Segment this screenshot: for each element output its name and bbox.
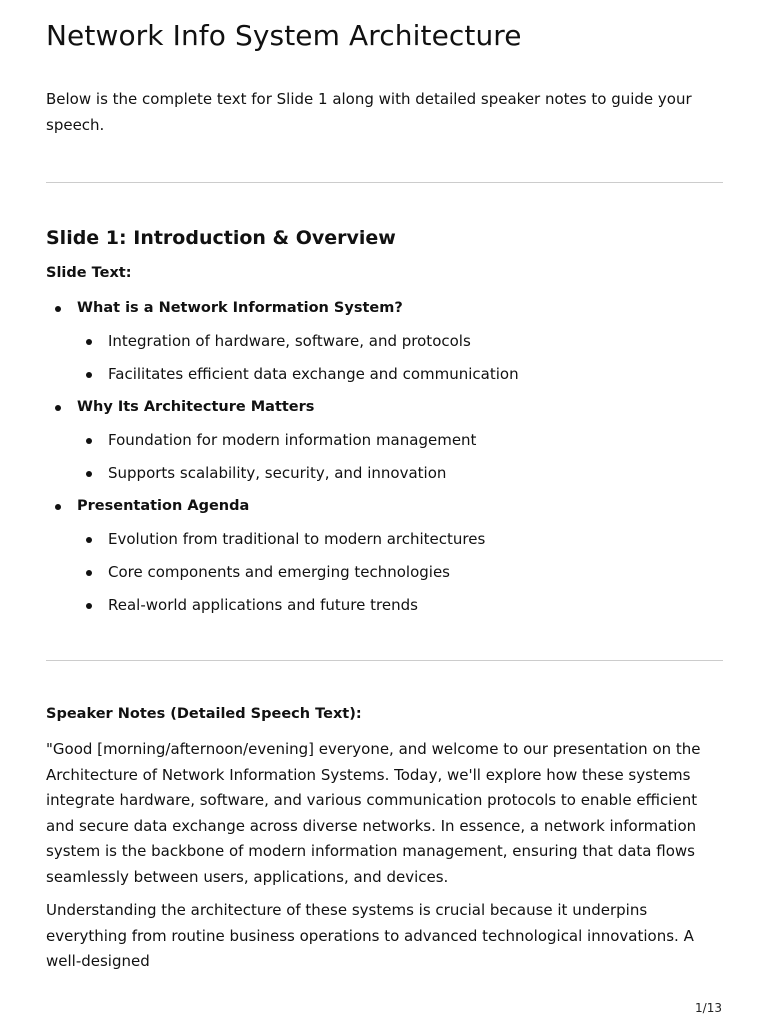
bullet-dot-icon — [86, 471, 92, 477]
intro-paragraph: Below is the complete text for Slide 1 along with detailed speaker notes to guide your speech. — [46, 90, 692, 134]
bullet-item — [46, 391, 723, 424]
divider — [46, 660, 723, 661]
bullet-item — [46, 490, 723, 523]
page-indicator: 1/13 — [695, 1001, 722, 1015]
bullet-dot-icon — [55, 405, 61, 411]
bullet-dot-icon — [86, 603, 92, 609]
sub-bullet-item — [46, 523, 723, 556]
bullet-text: Why Its Architecture Matters — [77, 399, 315, 415]
bullet-text: What is a Network Information System? — [77, 300, 403, 316]
slide-text-label: Slide Text: — [46, 265, 132, 281]
sub-bullet-text: Evolution from traditional to modern architectures — [108, 530, 486, 548]
speaker-notes-label: Speaker Notes (Detailed Speech Text): — [46, 706, 362, 722]
sub-bullet-item — [46, 589, 723, 622]
speaker-notes-paragraph: "Good [morning/afternoon/evening] everyone, and welcome to our presentation on the Architecture of Network Information Systems. Today, we'll explore how these systems integrate hardware, software, and various communication protocols to enable efficient and secure data exchange across diverse networks. In essence, a network information system is the backbone of modern information management, ensuring that data flows seamlessly between users, applications, and devices. — [46, 740, 701, 886]
sub-bullet-item — [46, 424, 723, 457]
divider — [46, 182, 723, 183]
sub-bullet-text: Core components and emerging technologies — [108, 563, 450, 581]
sub-bullet-text: Supports scalability, security, and innovation — [108, 464, 447, 482]
bullet-text: Presentation Agenda — [77, 498, 250, 514]
bullet-dot-icon — [86, 537, 92, 543]
speaker-notes-paragraph: Understanding the architecture of these systems is crucial because it underpins everything from routine business operations to advanced technological innovations. A well-designed — [46, 901, 694, 970]
sub-bullet-text: Foundation for modern information management — [108, 431, 477, 449]
page-title: Network Info System Architecture — [46, 19, 522, 52]
sub-bullet-text: Real-world applications and future trends — [108, 596, 418, 614]
bullet-dot-icon — [86, 372, 92, 378]
sub-bullet-item — [46, 358, 723, 391]
bullet-dot-icon — [55, 504, 61, 510]
sub-bullet-text: Facilitates efficient data exchange and communication — [108, 365, 519, 383]
sub-bullet-item — [46, 556, 723, 589]
slide-heading: Slide 1: Introduction & Overview — [46, 227, 396, 249]
sub-bullet-text: Integration of hardware, software, and protocols — [108, 332, 471, 350]
slide-bullet-list — [46, 292, 723, 622]
sub-bullet-item — [46, 325, 723, 358]
bullet-item — [46, 292, 723, 325]
bullet-dot-icon — [86, 339, 92, 345]
bullet-dot-icon — [86, 570, 92, 576]
bullet-dot-icon — [86, 438, 92, 444]
sub-bullet-item — [46, 457, 723, 490]
bullet-dot-icon — [55, 306, 61, 312]
